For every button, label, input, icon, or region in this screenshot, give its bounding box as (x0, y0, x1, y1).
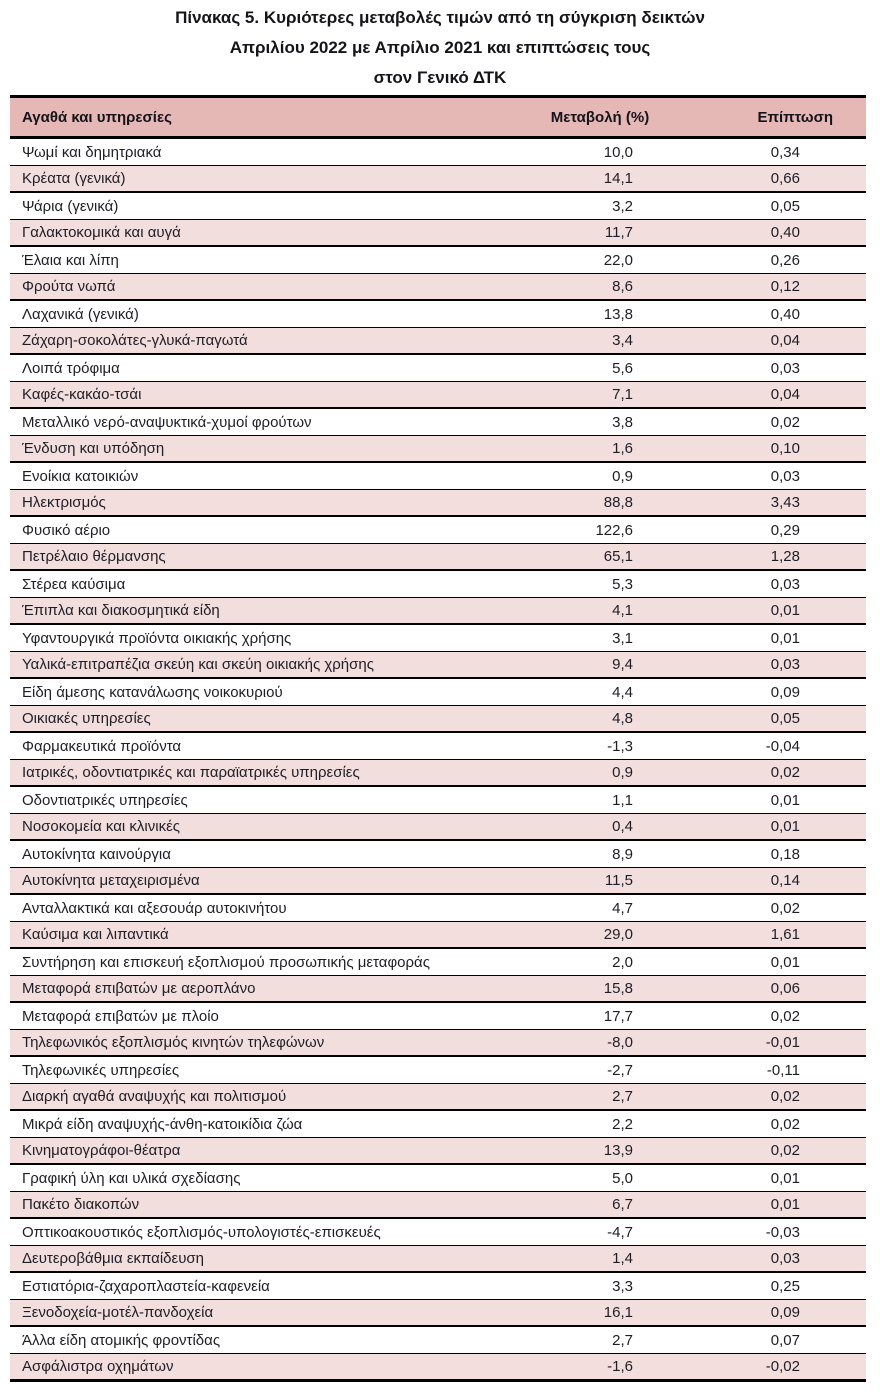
category-cell: Στέρεα καύσιμα (10, 570, 540, 598)
change-pct-cell: 1,1 (540, 786, 660, 814)
impact-cell: 0,40 (660, 300, 866, 328)
category-cell: Ενοίκια κατοικιών (10, 462, 540, 490)
impact-cell: 0,25 (660, 1272, 866, 1300)
change-pct-cell: 22,0 (540, 246, 660, 274)
table-header-row (10, 97, 866, 138)
impact-cell: 0,03 (660, 354, 866, 382)
category-cell: Οπτικοακουστικός εξοπλισμός-υπολογιστές-επισκευές (10, 1218, 540, 1246)
change-pct-cell: 3,8 (540, 408, 660, 436)
impact-cell: -0,11 (660, 1056, 866, 1084)
impact-cell: -0,04 (660, 732, 866, 760)
impact-cell: 0,01 (660, 948, 866, 976)
column-header-goods-services: Αγαθά και υπηρεσίες (10, 97, 540, 138)
change-pct-cell: 11,5 (540, 868, 660, 895)
table-row (10, 814, 866, 841)
impact-cell: 0,01 (660, 624, 866, 652)
impact-cell: 0,12 (660, 274, 866, 301)
change-pct-cell: -8,0 (540, 1030, 660, 1057)
category-cell: Ιατρικές, οδοντιατρικές και παραϊατρικές υπηρεσίες (10, 760, 540, 787)
change-pct-cell: 3,4 (540, 328, 660, 355)
change-pct-cell: 8,6 (540, 274, 660, 301)
category-cell: Οδοντιατρικές υπηρεσίες (10, 786, 540, 814)
change-pct-cell: 4,4 (540, 678, 660, 706)
change-pct-cell: 15,8 (540, 976, 660, 1003)
table-row (10, 138, 866, 166)
category-cell: Λοιπά τρόφιμα (10, 354, 540, 382)
change-pct-cell: 0,9 (540, 462, 660, 490)
table-row (10, 868, 866, 895)
change-pct-cell: -4,7 (540, 1218, 660, 1246)
change-pct-cell: 8,9 (540, 840, 660, 868)
change-pct-cell: 14,1 (540, 166, 660, 193)
impact-cell: 0,10 (660, 436, 866, 463)
change-pct-cell: 65,1 (540, 544, 660, 571)
table-row (10, 1246, 866, 1273)
impact-cell: 0,01 (660, 1192, 866, 1219)
impact-cell: -0,01 (660, 1030, 866, 1057)
change-pct-cell: 5,6 (540, 354, 660, 382)
change-pct-cell: 2,2 (540, 1110, 660, 1138)
table-row (10, 354, 866, 382)
category-cell: Τηλεφωνικός εξοπλισμός κινητών τηλεφώνων (10, 1030, 540, 1057)
table-row (10, 786, 866, 814)
category-cell: Πακέτο διακοπών (10, 1192, 540, 1219)
table-row (10, 1110, 866, 1138)
impact-cell: 0,14 (660, 868, 866, 895)
impact-cell: 0,29 (660, 516, 866, 544)
change-pct-cell: 2,7 (540, 1084, 660, 1111)
impact-cell: 0,05 (660, 706, 866, 733)
impact-cell: 3,43 (660, 490, 866, 517)
table-row (10, 1164, 866, 1192)
table-row (10, 760, 866, 787)
category-cell: Ασφάλιστρα οχημάτων (10, 1354, 540, 1381)
impact-cell: -0,02 (660, 1354, 866, 1381)
category-cell: Ψωμί και δημητριακά (10, 138, 540, 166)
change-pct-cell: 9,4 (540, 652, 660, 679)
table-row (10, 1272, 866, 1300)
impact-cell: 0,05 (660, 192, 866, 220)
change-pct-cell: 6,7 (540, 1192, 660, 1219)
table-row (10, 706, 866, 733)
table-row (10, 652, 866, 679)
table-row (10, 1056, 866, 1084)
table-row (10, 300, 866, 328)
category-cell: Πετρέλαιο θέρμανσης (10, 544, 540, 571)
change-pct-cell: 1,6 (540, 436, 660, 463)
change-pct-cell: 122,6 (540, 516, 660, 544)
change-pct-cell: 4,8 (540, 706, 660, 733)
impact-cell: 0,03 (660, 570, 866, 598)
impact-cell: 0,02 (660, 1110, 866, 1138)
category-cell: Φρούτα νωπά (10, 274, 540, 301)
change-pct-cell: 17,7 (540, 1002, 660, 1030)
table-row (10, 894, 866, 922)
change-pct-cell: 88,8 (540, 490, 660, 517)
table-row (10, 1030, 866, 1057)
column-header-change-pct: Μεταβολή (%) (540, 97, 660, 138)
table-row (10, 948, 866, 976)
impact-cell: 0,02 (660, 1138, 866, 1165)
table-row (10, 1326, 866, 1354)
table-row (10, 1192, 866, 1219)
table-row (10, 598, 866, 625)
impact-cell: 0,34 (660, 138, 866, 166)
category-cell: Δευτεροβάθμια εκπαίδευση (10, 1246, 540, 1273)
category-cell: Κρέατα (γενικά) (10, 166, 540, 193)
change-pct-cell: 13,9 (540, 1138, 660, 1165)
impact-cell: 0,04 (660, 382, 866, 409)
table-row (10, 436, 866, 463)
change-pct-cell: 3,1 (540, 624, 660, 652)
change-pct-cell: 3,3 (540, 1272, 660, 1300)
table-row (10, 192, 866, 220)
table-row (10, 516, 866, 544)
category-cell: Κινηματογράφοι-θέατρα (10, 1138, 540, 1165)
change-pct-cell: -1,3 (540, 732, 660, 760)
change-pct-cell: 2,7 (540, 1326, 660, 1354)
column-header-impact: Επίπτωση (660, 97, 866, 138)
category-cell: Έπιπλα και διακοσμητικά είδη (10, 598, 540, 625)
impact-cell: 0,09 (660, 678, 866, 706)
impact-cell: 0,40 (660, 220, 866, 247)
category-cell: Συντήρηση και επισκευή εξοπλισμού προσωπικής μεταφοράς (10, 948, 540, 976)
category-cell: Έλαια και λίπη (10, 246, 540, 274)
impact-cell: 0,03 (660, 462, 866, 490)
table-title-line-2: Απριλίου 2022 με Απρίλιο 2021 και επιπτώσεις τους (229, 38, 651, 57)
table-row (10, 1138, 866, 1165)
table-title (0, 0, 880, 93)
impact-cell: 0,03 (660, 652, 866, 679)
table-row (10, 220, 866, 247)
table-row (10, 1300, 866, 1327)
impact-cell: 0,02 (660, 1084, 866, 1111)
category-cell: Αυτοκίνητα μεταχειρισμένα (10, 868, 540, 895)
change-pct-cell: 1,4 (540, 1246, 660, 1273)
category-cell: Είδη άμεσης κατανάλωσης νοικοκυριού (10, 678, 540, 706)
impact-cell: 0,18 (660, 840, 866, 868)
category-cell: Γαλακτοκομικά και αυγά (10, 220, 540, 247)
table-row (10, 570, 866, 598)
table-row (10, 408, 866, 436)
table-row (10, 678, 866, 706)
category-cell: Διαρκή αγαθά αναψυχής και πολιτισμού (10, 1084, 540, 1111)
table-row (10, 490, 866, 517)
category-cell: Νοσοκομεία και κλινικές (10, 814, 540, 841)
table-row (10, 382, 866, 409)
category-cell: Φυσικό αέριο (10, 516, 540, 544)
category-cell: Ψάρια (γενικά) (10, 192, 540, 220)
category-cell: Υφαντουργικά προϊόντα οικιακής χρήσης (10, 624, 540, 652)
category-cell: Ξενοδοχεία-μοτέλ-πανδοχεία (10, 1300, 540, 1327)
table-row (10, 1354, 866, 1381)
table-title-line-3: στον Γενικό ΔΤΚ (373, 68, 507, 87)
category-cell: Οικιακές υπηρεσίες (10, 706, 540, 733)
change-pct-cell: 5,0 (540, 1164, 660, 1192)
category-cell: Μεταφορά επιβατών με αεροπλάνο (10, 976, 540, 1003)
change-pct-cell: 0,9 (540, 760, 660, 787)
category-cell: Ένδυση και υπόδηση (10, 436, 540, 463)
change-pct-cell: 16,1 (540, 1300, 660, 1327)
impact-cell: 0,02 (660, 760, 866, 787)
impact-cell: 0,02 (660, 894, 866, 922)
table-row (10, 246, 866, 274)
table-row (10, 544, 866, 571)
table-row (10, 462, 866, 490)
change-pct-cell: 29,0 (540, 922, 660, 949)
impact-cell: 0,01 (660, 786, 866, 814)
category-cell: Άλλα είδη ατομικής φροντίδας (10, 1326, 540, 1354)
table-row (10, 976, 866, 1003)
category-cell: Εστιατόρια-ζαχαροπλαστεία-καφενεία (10, 1272, 540, 1300)
impact-cell: 0,01 (660, 814, 866, 841)
table-row (10, 840, 866, 868)
change-pct-cell: 2,0 (540, 948, 660, 976)
change-pct-cell: 10,0 (540, 138, 660, 166)
table-row (10, 922, 866, 949)
category-cell: Ανταλλακτικά και αξεσουάρ αυτοκινήτου (10, 894, 540, 922)
change-pct-cell: 4,1 (540, 598, 660, 625)
category-cell: Ζάχαρη-σοκολάτες-γλυκά-παγωτά (10, 328, 540, 355)
category-cell: Γραφική ύλη και υλικά σχεδίασης (10, 1164, 540, 1192)
table-row (10, 1002, 866, 1030)
change-pct-cell: -1,6 (540, 1354, 660, 1381)
table-header (10, 97, 866, 138)
impact-cell: 1,28 (660, 544, 866, 571)
impact-cell: 0,06 (660, 976, 866, 1003)
category-cell: Φαρμακευτικά προϊόντα (10, 732, 540, 760)
impact-cell: 1,61 (660, 922, 866, 949)
category-cell: Καύσιμα και λιπαντικά (10, 922, 540, 949)
change-pct-cell: 0,4 (540, 814, 660, 841)
category-cell: Τηλεφωνικές υπηρεσίες (10, 1056, 540, 1084)
impact-cell: 0,02 (660, 408, 866, 436)
category-cell: Μικρά είδη αναψυχής-άνθη-κατοικίδια ζώα (10, 1110, 540, 1138)
impact-cell: 0,66 (660, 166, 866, 193)
table-row (10, 274, 866, 301)
category-cell: Μεταφορά επιβατών με πλοίο (10, 1002, 540, 1030)
change-pct-cell: 4,7 (540, 894, 660, 922)
impact-cell: 0,09 (660, 1300, 866, 1327)
change-pct-cell: 13,8 (540, 300, 660, 328)
impact-cell: 0,01 (660, 1164, 866, 1192)
impact-cell: 0,26 (660, 246, 866, 274)
table-body (10, 138, 866, 1381)
table-row (10, 1084, 866, 1111)
change-pct-cell: 5,3 (540, 570, 660, 598)
table-row (10, 732, 866, 760)
price-changes-table (10, 95, 866, 1382)
table-row (10, 166, 866, 193)
impact-cell: 0,03 (660, 1246, 866, 1273)
table-title-line-1: Πίνακας 5. Κυριότερες μεταβολές τιμών από τη σύγκριση δεικτών (175, 8, 705, 27)
category-cell: Αυτοκίνητα καινούργια (10, 840, 540, 868)
impact-cell: 0,04 (660, 328, 866, 355)
impact-cell: 0,07 (660, 1326, 866, 1354)
category-cell: Υαλικά-επιτραπέζια σκεύη και σκεύη οικιακής χρήσης (10, 652, 540, 679)
change-pct-cell: 3,2 (540, 192, 660, 220)
impact-cell: 0,01 (660, 598, 866, 625)
table-row (10, 328, 866, 355)
category-cell: Καφές-κακάο-τσάι (10, 382, 540, 409)
category-cell: Ηλεκτρισμός (10, 490, 540, 517)
change-pct-cell: -2,7 (540, 1056, 660, 1084)
table-row (10, 1218, 866, 1246)
change-pct-cell: 7,1 (540, 382, 660, 409)
change-pct-cell: 11,7 (540, 220, 660, 247)
category-cell: Λαχανικά (γενικά) (10, 300, 540, 328)
impact-cell: -0,03 (660, 1218, 866, 1246)
impact-cell: 0,02 (660, 1002, 866, 1030)
table-row (10, 624, 866, 652)
category-cell: Μεταλλικό νερό-αναψυκτικά-χυμοί φρούτων (10, 408, 540, 436)
